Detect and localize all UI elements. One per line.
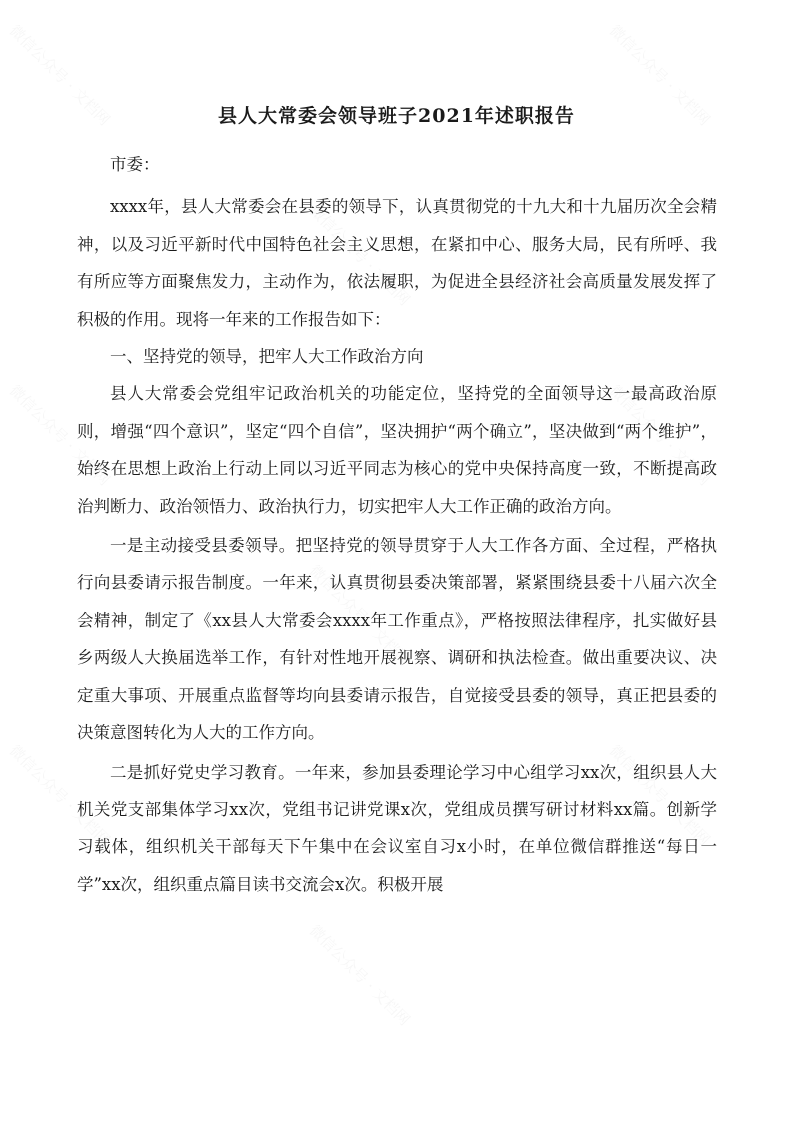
watermark: 微信公众号 · 文档网 bbox=[605, 21, 714, 130]
addressee: 市委： bbox=[110, 155, 160, 174]
watermark: 微信公众号 · 文档网 bbox=[5, 381, 114, 490]
paragraph-point-one: 一是主动接受县委领导。把坚持党的领导贯穿于人大工作各方面、全过程，严格执行向县委请示报告制度。一年来，认真贯彻县委决策部署，紧紧围绕县委十八届六次全会精神，制定了《xx县人大常委会xxxx年工作重点》，严格按照法律程序，扎实做好县乡两级人大换届选举工作，有针对性地开展视察、调研和执法检查。做出重要决议、决定重大事项、开展重点监督等均向县委请示报告，自觉接受县委的领导，真正把县委的决策意图转化为人大的工作方向。 bbox=[77, 536, 717, 743]
watermark: 微信公众号 · 文档网 bbox=[305, 561, 414, 670]
document-body bbox=[77, 146, 717, 903]
watermark: 微信公众号 · 文档网 bbox=[305, 921, 414, 1030]
paragraph-point-two: 二是抓好党史学习教育。一年来，参加县委理论学习中心组学习xx次，组织县人大机关党支部集体学习xx次，党组书记讲党课x次，党组成员撰写研讨材料xx篇。创新学习载体，组织机关干部每天下午集中在会议室自习x小时，在单位微信群推送“每日一学”xx次，组织重点篇目读书交流会x次。积极开展 bbox=[77, 762, 717, 894]
paragraph-intro: xxxx年，县人大常委会在县委的领导下，认真贯彻党的十九大和十九届历次全会精神，以及习近平新时代中国特色社会主义思想，在紧扣中心、服务大局，民有所呼、我有所应等方面聚焦发力，主动作为，依法履职，为促进全县经济社会高质量发展发挥了积极的作用。现将一年来的工作报告如下： bbox=[77, 197, 717, 329]
watermark: 微信公众号 · 文档网 bbox=[5, 741, 114, 850]
watermark: 微信公众号 · 文档网 bbox=[5, 21, 114, 130]
section-heading: 一、坚持党的领导，把牢人大工作政治方向 bbox=[110, 347, 424, 367]
paragraph-section-overview: 县人大常委会党组牢记政治机关的功能定位，坚持党的全面领导这一最高政治原则，增强“四个意识”，坚定“四个自信”，坚决拥护“两个确立”，坚决做到“两个维护”，始终在思想上政治上行动上同以习近平同志为核心的党中央保持高度一致，不断提高政治判断力、政治领悟力、政治执行力，切实把牢人大工作正确的政治方向。 bbox=[77, 384, 717, 516]
watermark: 微信公众号 · 文档网 bbox=[605, 381, 714, 490]
document-title: 县人大常委会领导班子2021年述职报告 bbox=[218, 105, 575, 127]
watermark: 微信公众号 · 文档网 bbox=[605, 741, 714, 850]
watermark: 微信公众号 · 文档网 bbox=[305, 201, 414, 310]
